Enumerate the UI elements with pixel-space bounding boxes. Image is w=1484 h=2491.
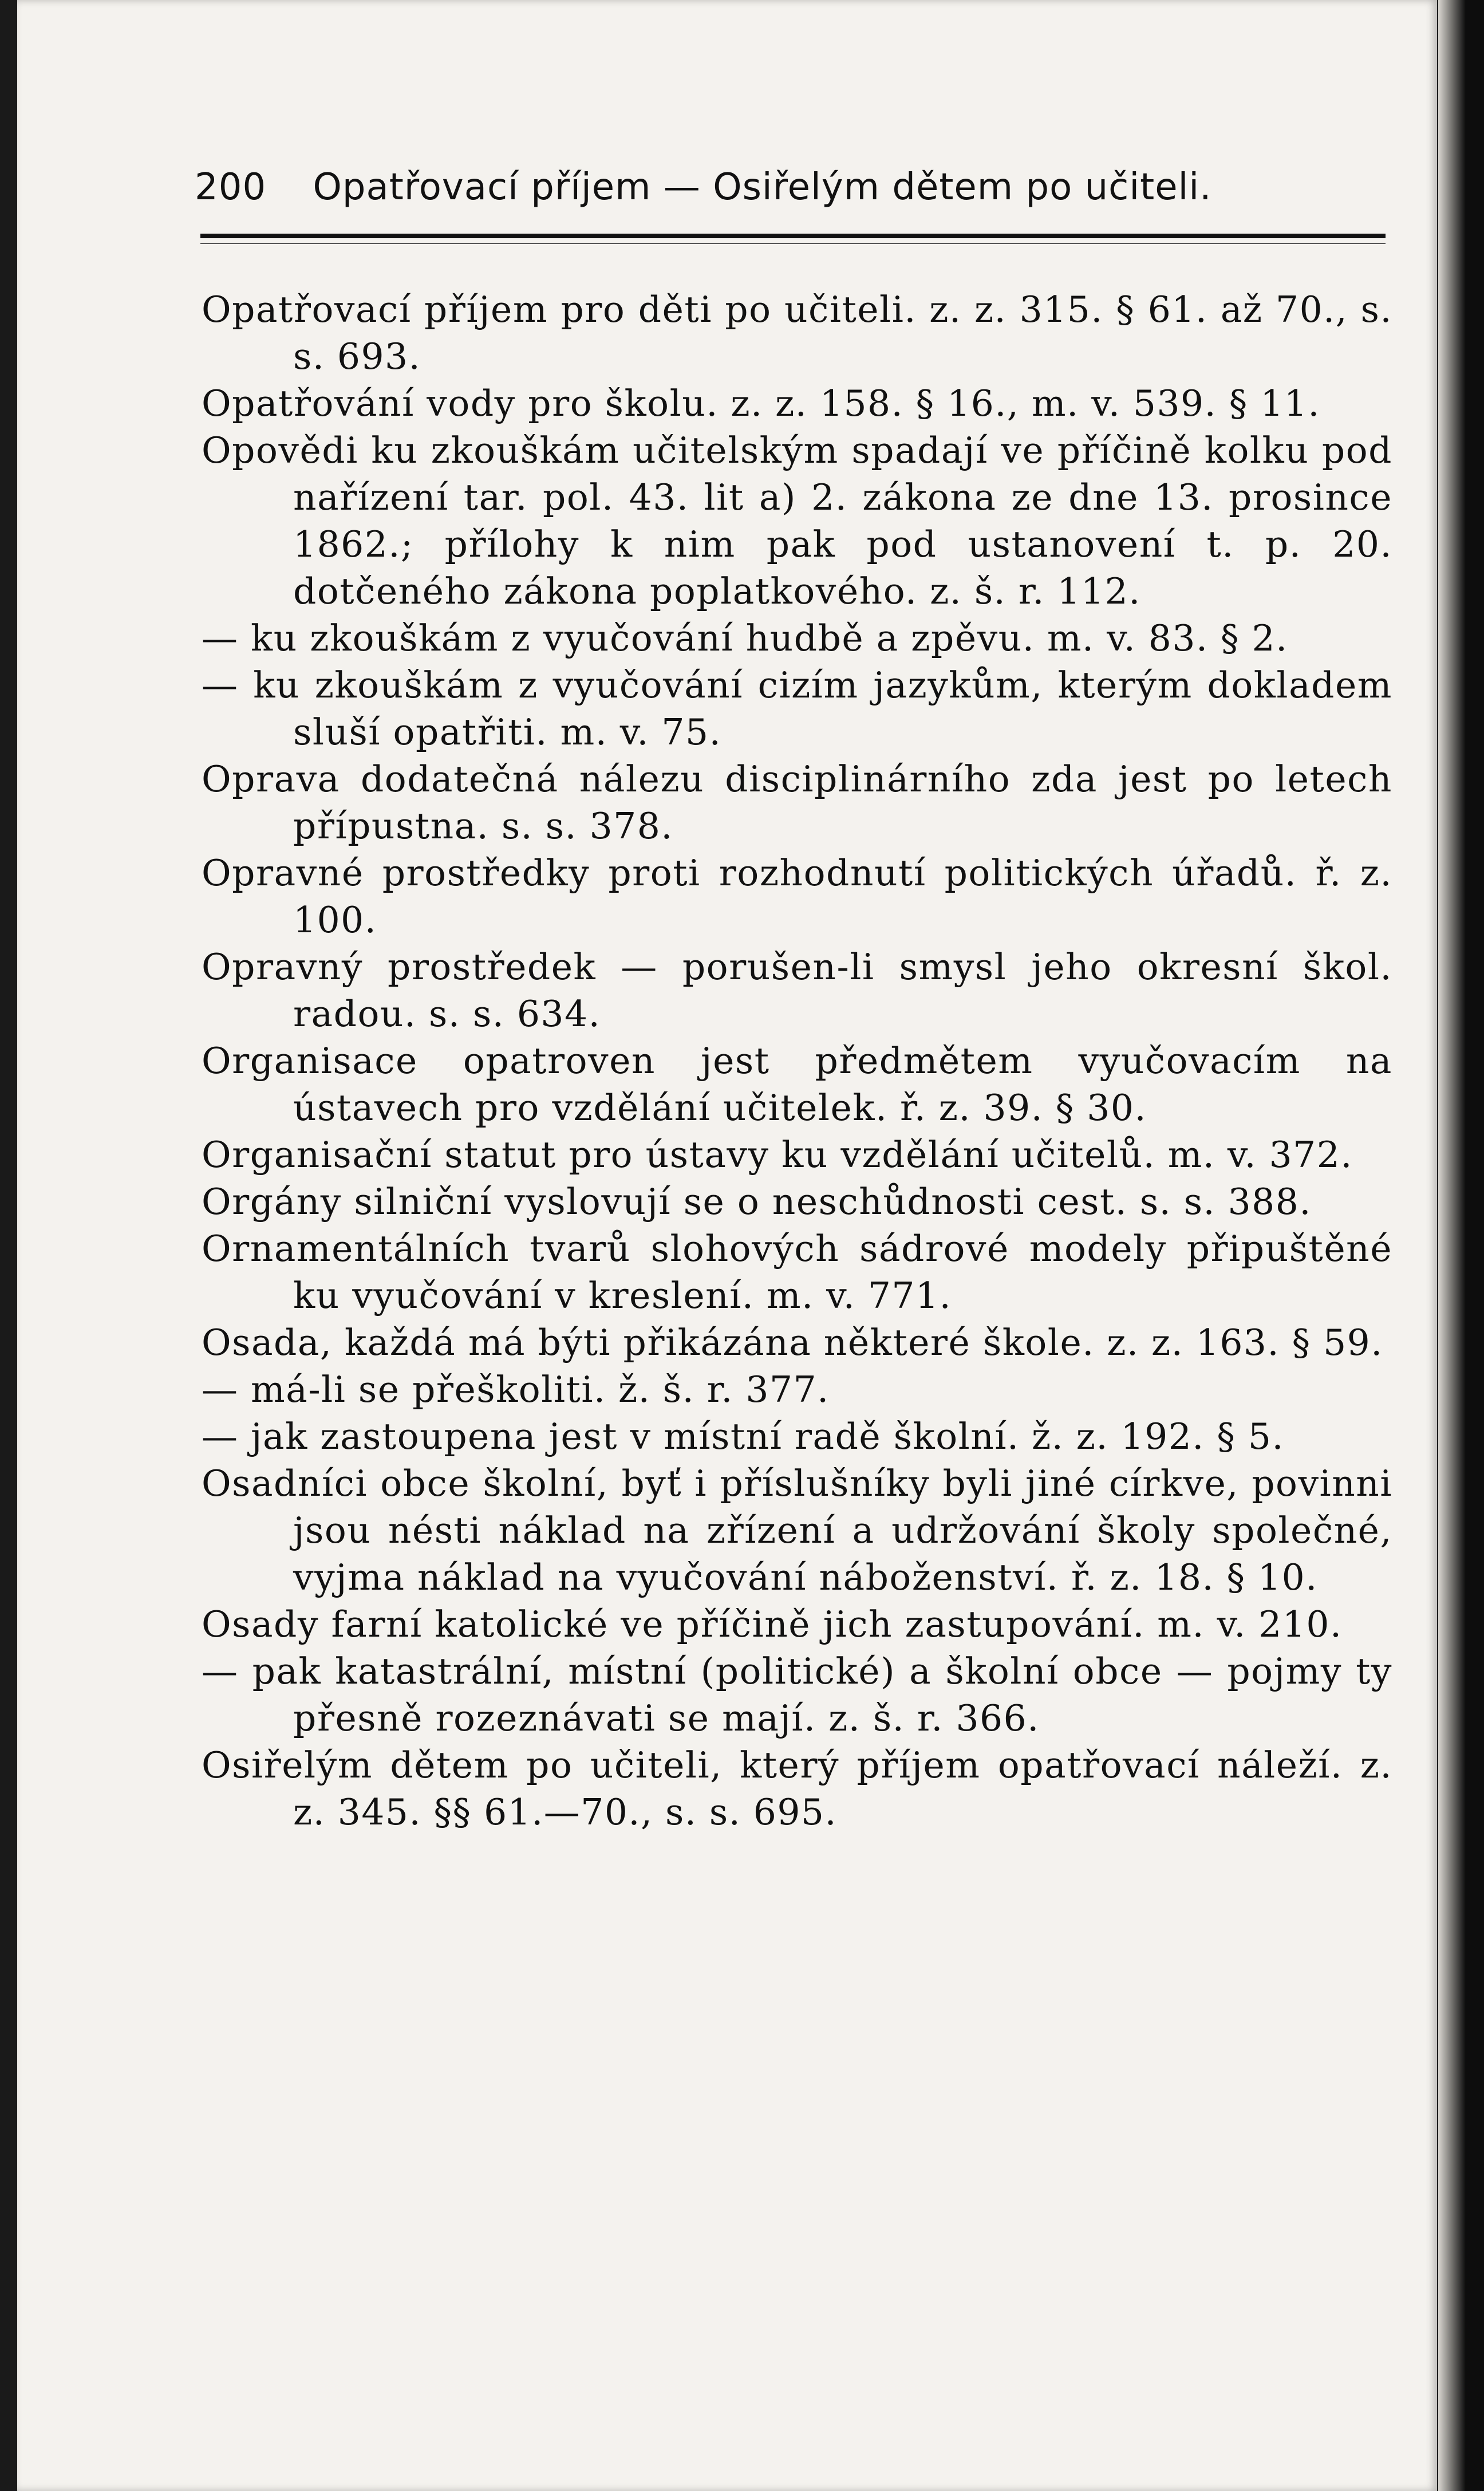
index-entry: Osiřelým dětem po učiteli, který příjem opatřovací náleží. z. z. 345. §§ 61.—70., s. s. 695. — [202, 1744, 1392, 1833]
index-subentry: — jak zastoupena jest v místní radě školní. ž. z. 192. § 5. — [202, 1416, 1284, 1457]
index-subentry: — ku zkouškám z vyučování cizím jazykům, kterým dokladem sluší opatřiti. m. v. 75. — [202, 664, 1392, 753]
index-subentry: — pak katastrální, místní (politické) a školní obce — pojmy ty přesně rozeznávati se mají. z. š. r. 366. — [202, 1650, 1392, 1739]
index-entry: Opatřování vody pro školu. z. z. 158. § 16., m. v. 539. § 11. — [202, 383, 1320, 424]
running-head — [195, 166, 1391, 208]
index-entry: Osadníci obce školní, byť i příslušníky byli jiné církve, povinni jsou nésti náklad na zřízení a udržování školy společné, vyjma náklad na vyučování náboženství. ř. z. 18. § 10. — [202, 1463, 1392, 1598]
running-title: Opatřovací příjem — Osiřelým dětem po učiteli. — [313, 166, 1212, 208]
page-number: 200 — [195, 166, 267, 208]
page-edge — [1438, 0, 1484, 2491]
index-entry: Osady farní katolické ve příčině jich zastupování. m. v. 210. — [202, 1603, 1343, 1645]
index-entries — [202, 286, 1392, 1836]
index-entry: Osada, každá má býti přikázána některé škole. z. z. 163. § 59. — [202, 1322, 1383, 1363]
index-entry: Orgány silniční vyslovují se o neschůdnosti cest. s. s. 388. — [202, 1181, 1312, 1223]
header-rule-thin — [200, 243, 1386, 244]
index-entry: Opravný prostředek — porušen-li smysl jeho okresní škol. radou. s. s. 634. — [202, 946, 1392, 1035]
index-subentry: — ku zkouškám z vyučování hudbě a zpěvu. m. v. 83. § 2. — [202, 617, 1288, 659]
index-entry: Opravné prostředky proti rozhodnutí politických úřadů. ř. z. 100. — [202, 852, 1392, 941]
index-subentry: — má-li se přeškoliti. ž. š. r. 377. — [202, 1369, 830, 1410]
index-entry: Oprava dodatečná nálezu disciplinárního zda jest po letech přípustna. s. s. 378. — [202, 758, 1392, 847]
header-rule — [200, 234, 1386, 238]
index-entry: Organisace opatroven jest předmětem vyučovacím na ústavech pro vzdělání učitelek. ř. z. 39. § 30. — [202, 1040, 1392, 1129]
index-entry: Opovědi ku zkouškám učitelským spadají ve příčině kolku pod nařízení tar. pol. 43. lit a) 2. zákona ze dne 13. prosince 1862.; přílohy k nim pak pod ustanovení t. p. 20. dotčeného zákona poplatkového. z. š. r. 112. — [202, 429, 1392, 612]
index-entry: Ornamentálních tvarů slohových sádrové modely připuštěné ku vyučování v kreslení. m. v. 771. — [202, 1228, 1392, 1317]
index-entry: Opatřovací příjem pro děti po učiteli. z. z. 315. § 61. až 70., s. s. 693. — [202, 289, 1392, 377]
book-page — [17, 0, 1437, 2491]
index-entry: Organisační statut pro ústavy ku vzdělání učitelů. m. v. 372. — [202, 1134, 1353, 1176]
